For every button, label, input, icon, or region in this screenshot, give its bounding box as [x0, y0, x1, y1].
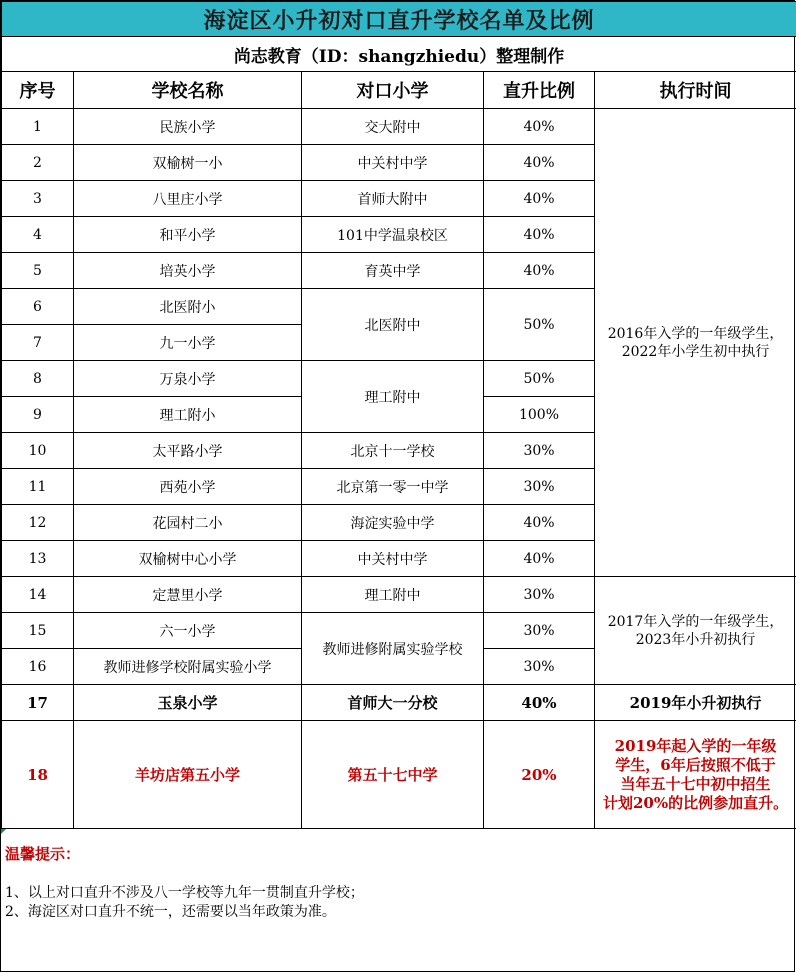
row-target: 北京十一学校: [302, 433, 484, 469]
note-item: 1、以上对口直升不涉及八一学校等九年一贯制直升学校；: [5, 885, 364, 901]
row-target: 中关村中学: [302, 541, 484, 577]
exec-time-group-2: [595, 577, 796, 685]
row-target: 理工附中: [302, 361, 484, 433]
row-exec-time-note: [595, 721, 796, 829]
exec-time-line: 2016年入学的一年级学生，: [607, 325, 784, 342]
row-target: 北医附中: [302, 289, 484, 361]
exec-time-line: 2022年小学生初中执行: [621, 343, 770, 360]
row-school: 定慧里小学: [74, 577, 302, 613]
page-subtitle: 尚志教育（ID：shangzhiedu）整理制作: [2, 37, 796, 72]
row-target: 育英中学: [302, 253, 484, 289]
row-school: 万泉小学: [74, 361, 302, 397]
table-row: [2, 109, 796, 145]
row-no: 18: [2, 721, 74, 829]
row-ratio: 40%: [484, 145, 595, 181]
row-ratio: 40%: [484, 505, 595, 541]
row-no: 11: [2, 469, 74, 505]
row-ratio: 50%: [484, 361, 595, 397]
table-row: [2, 685, 796, 721]
page-title: 海淀区小升初对口直升学校名单及比例: [2, 2, 796, 37]
table-row: [2, 577, 796, 613]
exec-time-line: 学生，6年后按照不低于: [615, 755, 776, 774]
school-table: [1, 1, 796, 829]
row-no: 2: [2, 145, 74, 181]
exec-time-line: 计划20%的比例参加直升。: [602, 793, 789, 812]
row-no: 8: [2, 361, 74, 397]
row-no: 17: [2, 685, 74, 721]
row-school: 双榆树中心小学: [74, 541, 302, 577]
notes-title: 温馨提示：: [5, 845, 81, 863]
row-school: 教师进修学校附属实验小学: [74, 649, 302, 685]
row-target: 理工附中: [302, 577, 484, 613]
cell-comment-marker: [1, 829, 6, 834]
header-no: 序号: [2, 72, 74, 109]
row-target: 第五十七中学: [302, 721, 484, 829]
row-ratio: 40%: [484, 217, 595, 253]
row-target: 101中学温泉校区: [302, 217, 484, 253]
subtitle-row: [2, 37, 796, 72]
row-school: 双榆树一小: [74, 145, 302, 181]
title-row: [2, 2, 796, 37]
row-no: 4: [2, 217, 74, 253]
row-ratio: 40%: [484, 253, 595, 289]
header-ratio: 直升比例: [484, 72, 595, 109]
row-school: 北医附小: [74, 289, 302, 325]
exec-time-line: 2017年入学的一年级学生，: [607, 613, 784, 630]
row-no: 5: [2, 253, 74, 289]
row-target: 首师大附中: [302, 181, 484, 217]
row-no: 12: [2, 505, 74, 541]
row-ratio: 30%: [484, 613, 595, 649]
exec-time-line: 2023年小升初执行: [635, 631, 756, 648]
row-no: 1: [2, 109, 74, 145]
row-no: 15: [2, 613, 74, 649]
row-school: 西苑小学: [74, 469, 302, 505]
row-school: 花园村二小: [74, 505, 302, 541]
row-target: 海淀实验中学: [302, 505, 484, 541]
row-ratio: 100%: [484, 397, 595, 433]
row-target: 教师进修附属实验学校: [302, 613, 484, 685]
row-target: 中关村中学: [302, 145, 484, 181]
row-ratio: 40%: [484, 109, 595, 145]
notes-section: [1, 829, 794, 922]
row-target: 交大附中: [302, 109, 484, 145]
row-school: 培英小学: [74, 253, 302, 289]
row-school: 民族小学: [74, 109, 302, 145]
row-school: 玉泉小学: [74, 685, 302, 721]
exec-time-line: 当年五十七中初中招生: [620, 774, 771, 793]
row-no: 16: [2, 649, 74, 685]
row-ratio: 30%: [484, 649, 595, 685]
header-target: 对口小学: [302, 72, 484, 109]
row-school: 九一小学: [74, 325, 302, 361]
row-target: 首师大一分校: [302, 685, 484, 721]
row-no: 6: [2, 289, 74, 325]
row-school: 理工附小: [74, 397, 302, 433]
header-school: 学校名称: [74, 72, 302, 109]
row-ratio: 40%: [484, 541, 595, 577]
row-no: 9: [2, 397, 74, 433]
row-exec-time: 2019年小升初执行: [595, 685, 796, 721]
row-ratio: 40%: [484, 181, 595, 217]
row-school: 和平小学: [74, 217, 302, 253]
row-no: 13: [2, 541, 74, 577]
note-item: 2、海淀区对口直升不统一，还需要以当年政策为准。: [5, 904, 336, 920]
row-ratio: 30%: [484, 433, 595, 469]
row-school: 羊坊店第五小学: [74, 721, 302, 829]
exec-time-group-1: [595, 109, 796, 577]
header-row: [2, 72, 796, 109]
table-row: [2, 721, 796, 829]
row-no: 10: [2, 433, 74, 469]
row-ratio: 20%: [484, 721, 595, 829]
row-school: 太平路小学: [74, 433, 302, 469]
row-ratio: 30%: [484, 469, 595, 505]
row-no: 14: [2, 577, 74, 613]
row-school: 六一小学: [74, 613, 302, 649]
exec-time-line: 2019年起入学的一年级: [614, 736, 777, 755]
row-ratio: 30%: [484, 577, 595, 613]
row-ratio: 50%: [484, 289, 595, 361]
row-no: 7: [2, 325, 74, 361]
row-school: 八里庄小学: [74, 181, 302, 217]
row-ratio: 40%: [484, 685, 595, 721]
row-no: 3: [2, 181, 74, 217]
header-time: 执行时间: [595, 72, 796, 109]
row-target: 北京第一零一中学: [302, 469, 484, 505]
